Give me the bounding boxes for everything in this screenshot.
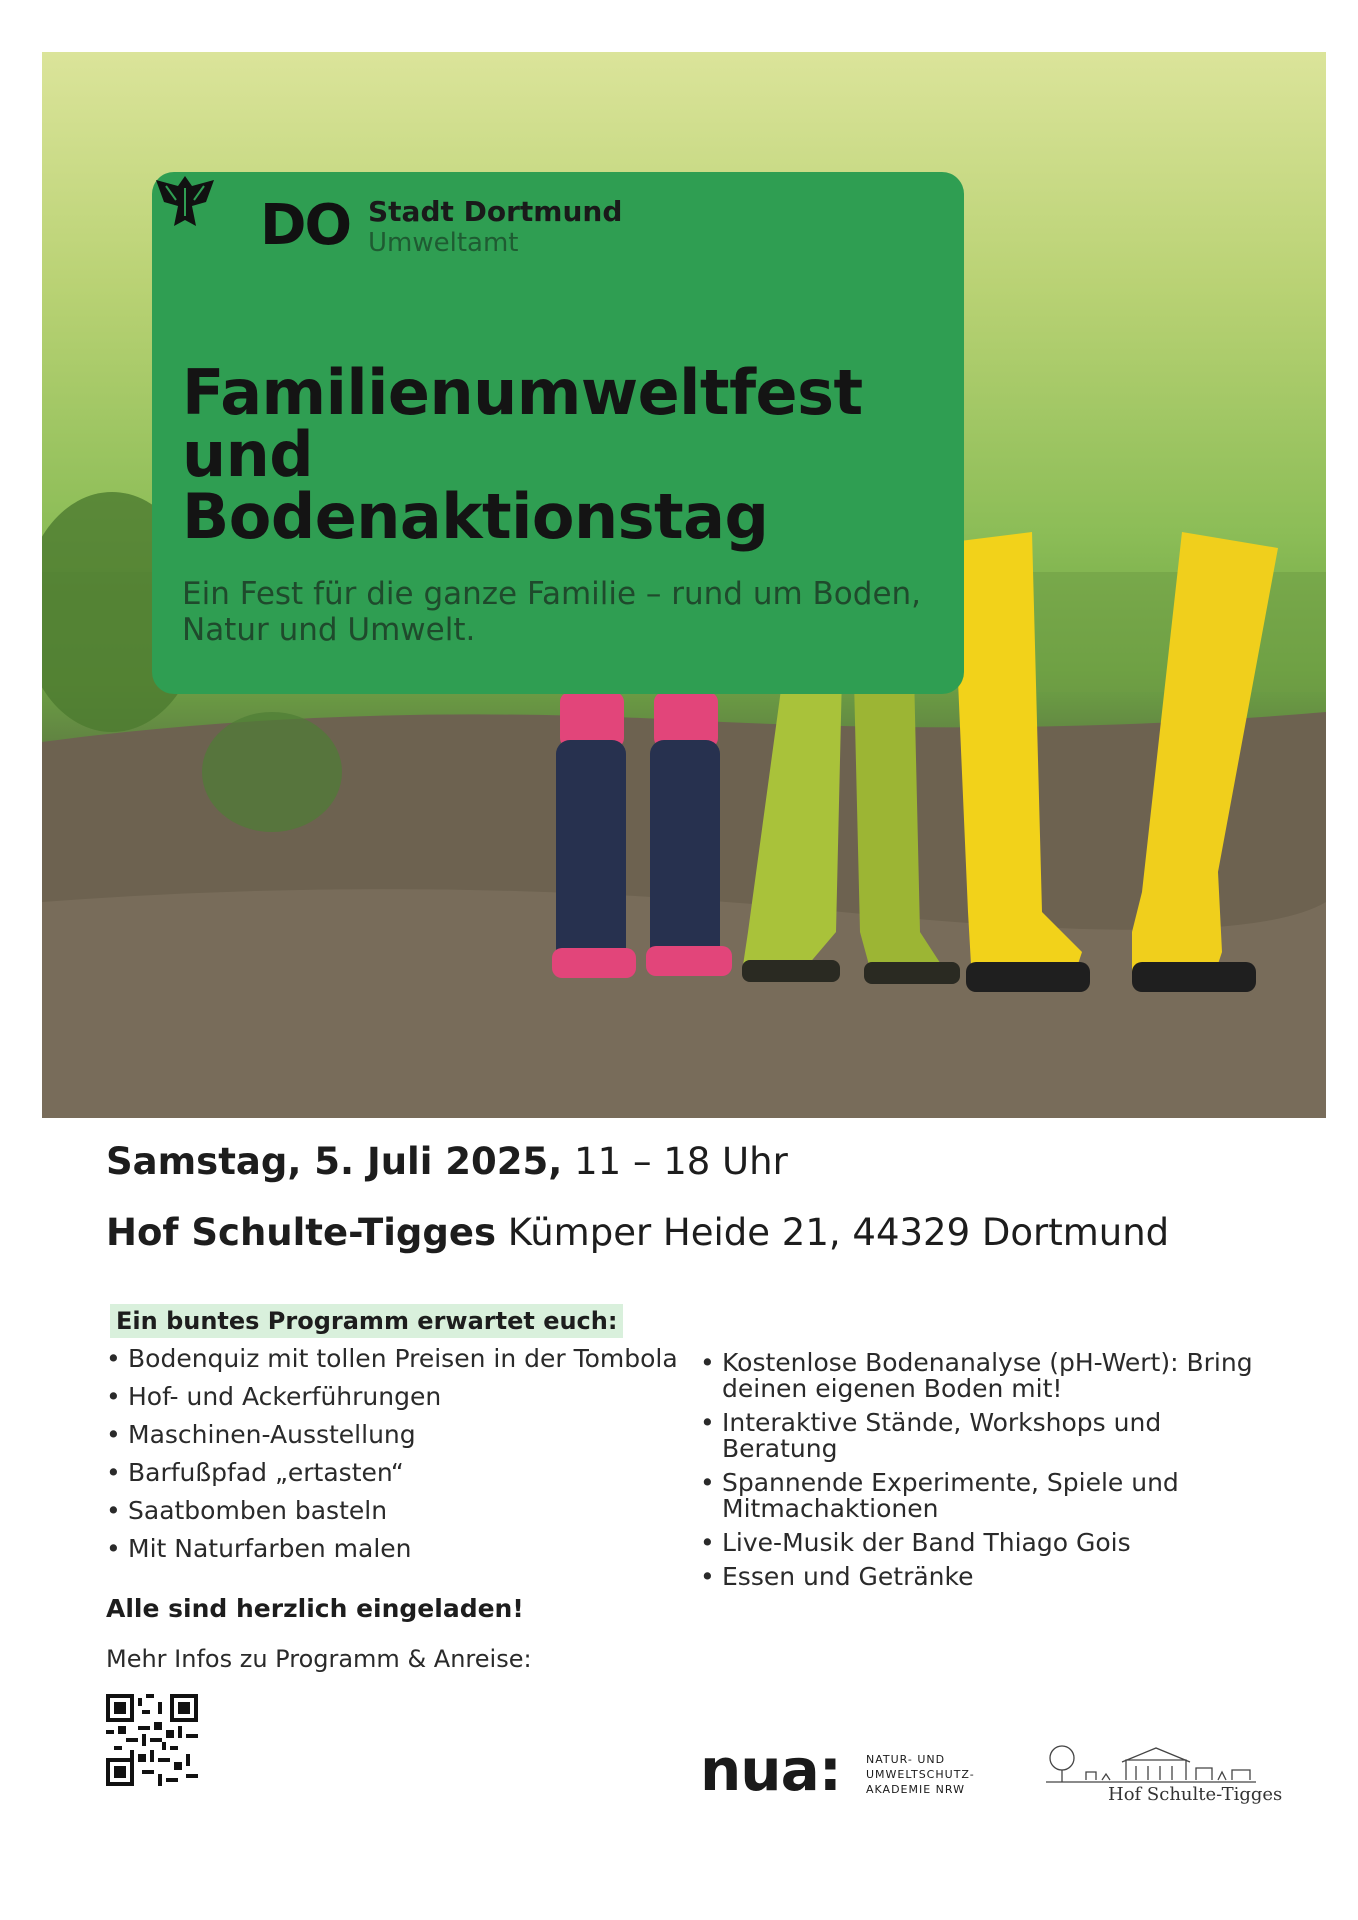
- event-date: Samstag, 5. Juli 2025,: [106, 1140, 563, 1183]
- event-location: [106, 1210, 1169, 1256]
- list-item: • Essen und Getränke: [700, 1564, 1260, 1590]
- event-address: Kümper Heide 21, 44329 Dortmund: [507, 1211, 1170, 1254]
- event-time: 11 – 18 Uhr: [574, 1140, 788, 1183]
- logo-text: DO: [260, 193, 351, 258]
- list-item: • Hof- und Ackerführungen: [106, 1382, 678, 1412]
- qr-code-icon[interactable]: [106, 1694, 198, 1786]
- nua-logo-subtitle: [866, 1752, 975, 1797]
- hero-photo: [42, 52, 1326, 1118]
- nua-line-2: UMWELTSCHUTZ-: [866, 1768, 975, 1781]
- program-heading: Ein buntes Programm erwartet euch:: [110, 1304, 623, 1338]
- event-venue: Hof Schulte-Tigges: [106, 1211, 497, 1254]
- child-boot-left: [552, 692, 636, 978]
- eagle-crest-icon: [152, 172, 218, 230]
- event-subtitle: Ein Fest für die ganze Familie – rund um Boden, Natur und Umwelt.: [182, 576, 922, 648]
- program-list-left: [106, 1344, 678, 1572]
- invite-text: Alle sind herzlich eingeladen!: [106, 1594, 524, 1623]
- event-title: [182, 356, 952, 553]
- title-line-1: Familienumweltfest: [182, 356, 863, 429]
- title-card: [152, 172, 964, 694]
- nua-line-3: AKADEMIE NRW: [866, 1783, 965, 1796]
- list-item: • Kostenlose Bodenanalyse (pH-Wert): Bring deinen eigenen Boden mit!: [700, 1350, 1260, 1402]
- nua-line-1: NATUR- UND: [866, 1753, 946, 1766]
- list-item: • Interaktive Stände, Workshops und Beratung: [700, 1410, 1260, 1462]
- list-item: • Live-Musik der Band Thiago Gois: [700, 1530, 1260, 1556]
- nua-logo: nua:: [700, 1736, 841, 1804]
- list-item: • Barfußpfad „ertasten“: [106, 1458, 678, 1488]
- list-item: • Spannende Experimente, Spiele und Mitmachaktionen: [700, 1470, 1260, 1522]
- list-item: • Saatbomben basteln: [106, 1496, 678, 1526]
- list-item: • Mit Naturfarben malen: [106, 1534, 678, 1564]
- event-datetime: [106, 1140, 788, 1184]
- more-info-text: Mehr Infos zu Programm & Anreise:: [106, 1645, 532, 1673]
- list-item: • Bodenquiz mit tollen Preisen in der Tombola: [106, 1344, 678, 1374]
- program-list-right: [700, 1350, 1260, 1598]
- title-line-3: Bodenaktionstag: [182, 480, 769, 553]
- hof-logo-label: Hof Schulte-Tigges: [1108, 1784, 1283, 1805]
- title-line-2: und: [182, 418, 314, 491]
- list-item: • Maschinen-Ausstellung: [106, 1420, 678, 1450]
- org-unit: Umweltamt: [368, 228, 519, 258]
- org-name: Stadt Dortmund: [368, 195, 623, 228]
